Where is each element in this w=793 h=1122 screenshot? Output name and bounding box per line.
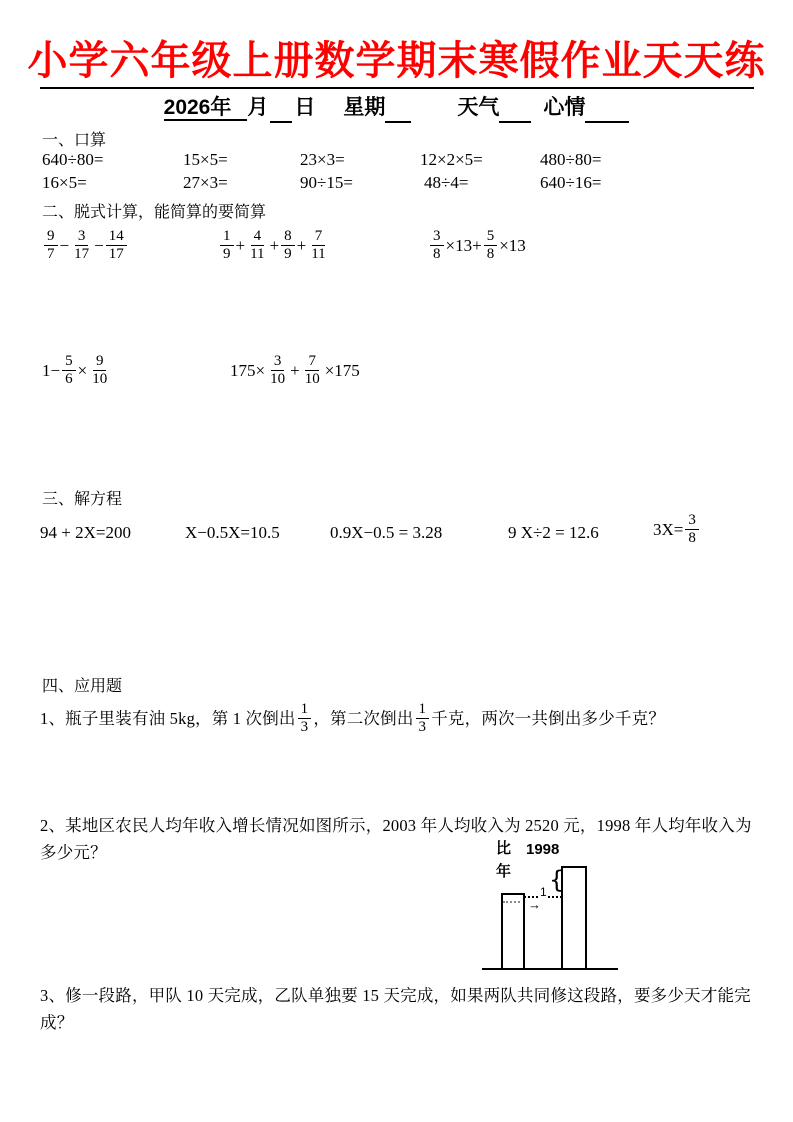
income-bar-diagram xyxy=(480,840,622,976)
oral-item: 640÷16= xyxy=(540,173,602,192)
arrow-right-icon: → xyxy=(528,897,541,912)
expr-text: − xyxy=(94,235,104,255)
fraction: $\frac{14}{17}$ xyxy=(106,228,127,263)
weather-blank xyxy=(499,101,531,123)
bar-2003 xyxy=(561,866,587,970)
stepcalc-expression-3 xyxy=(428,228,526,263)
expr-text: 94 + 2X=200 xyxy=(40,523,131,542)
date-day-label: 日 xyxy=(294,96,316,119)
stepcalc-expression-1 xyxy=(42,228,129,263)
oral-row-1 xyxy=(42,149,754,171)
fraction: $\frac{8}{9}$ xyxy=(281,228,295,263)
fraction: $\frac{3}{10}$ xyxy=(270,353,286,387)
oral-row-2 xyxy=(42,172,754,194)
oral-item: 12×2×5= xyxy=(420,150,483,169)
expr-text: + xyxy=(290,360,300,380)
equation-5 xyxy=(653,512,701,547)
expr-text: + xyxy=(296,235,307,255)
expr-text: ×175 xyxy=(324,360,360,380)
page-title: 小学六年级上册数学期末寒假作业天天练 xyxy=(27,39,766,83)
expr-text: 9 X÷2 = 12.6 xyxy=(508,523,599,542)
expr-text: 3X= xyxy=(653,519,684,539)
expr-text: 1、瓶子里装有油 5kg，第 1 次倒出 xyxy=(40,709,296,728)
fraction: $\frac{3}{8}$ xyxy=(685,512,699,547)
expr-text: − xyxy=(59,235,70,255)
expr-text: ×13+ xyxy=(445,235,482,255)
equation-2 xyxy=(185,523,280,543)
fraction: $\frac{1}{3}$ xyxy=(298,701,312,736)
oral-item: 27×3= xyxy=(183,173,228,192)
level-mark-label: 1 xyxy=(540,885,547,899)
date-year: 2026年 xyxy=(164,96,248,121)
figure-label-nian: 年 xyxy=(496,863,512,880)
fraction: $\frac{7}{11}$ xyxy=(311,228,326,262)
bar-1998 xyxy=(501,893,525,970)
fraction: $\frac{1}{9}$ xyxy=(220,228,234,263)
expr-text: 千克，两次一共倒出多少千克？ xyxy=(431,709,666,728)
oral-item: 16×5= xyxy=(42,173,87,192)
section-equations-heading: 三、解方程 xyxy=(42,491,123,508)
equation-4 xyxy=(508,523,599,543)
expr-text: X−0.5X=10.5 xyxy=(185,523,280,542)
fraction: $\frac{3}{8}$ xyxy=(430,228,444,263)
date-month-label: 月 xyxy=(247,96,269,119)
fraction: $\frac{4}{11}$ xyxy=(250,228,265,262)
fraction: $\frac{7}{10}$ xyxy=(304,353,320,387)
figure-label-1998: 1998 xyxy=(526,841,560,858)
expr-text: 175× xyxy=(230,360,266,380)
stepcalc-expression-2 xyxy=(218,228,331,263)
expr-text: ×13 xyxy=(499,235,526,255)
difference-brace-icon: { xyxy=(549,866,565,894)
weekday-blank xyxy=(385,101,411,123)
fraction: $\frac{5}{6}$ xyxy=(62,353,76,388)
word-problem-3: 3、修一段路，甲队 10 天完成，乙队单独要 15 天完成，如果两队共同修这段路，要多少天才能完成？ xyxy=(40,986,751,1032)
oral-item: 90÷15= xyxy=(300,173,353,192)
fraction: $\frac{1}{3}$ xyxy=(416,701,430,736)
mood-blank xyxy=(585,101,629,123)
oral-item: 480÷80= xyxy=(540,150,602,169)
expr-text: + xyxy=(269,235,280,255)
figure-label-bi: 比 xyxy=(496,840,512,857)
fraction: $\frac{9}{10}$ xyxy=(92,353,108,387)
oral-item: 48÷4= xyxy=(424,173,469,192)
section-oral-heading: 一、口算 xyxy=(42,132,107,149)
header-divider xyxy=(40,87,754,89)
equation-3 xyxy=(330,523,442,543)
oral-item: 15×5= xyxy=(183,150,228,169)
stepcalc-expression-4 xyxy=(42,353,112,388)
oral-item: 23×3= xyxy=(300,150,345,169)
expr-text: 1− xyxy=(42,360,61,380)
expr-text: ，第二次倒出 xyxy=(313,709,414,728)
fraction: $\frac{9}{7}$ xyxy=(44,228,58,263)
oral-item: 640÷80= xyxy=(42,150,104,169)
faint-annotation-marks xyxy=(503,896,520,903)
figure-baseline xyxy=(482,968,618,970)
fraction: $\frac{5}{8}$ xyxy=(484,228,498,263)
section-problems-heading: 四、应用题 xyxy=(42,678,123,695)
expr-text: 0.9X−0.5 = 3.28 xyxy=(330,523,443,542)
word-problem-2: 2、某地区农民人均年收入增长情况如图所示，2003 年人均收入为 2520 元，1998 年人均年收入为多少元？ xyxy=(40,816,752,862)
section-stepcalc-heading: 二、脱式计算，能简算的要简算 xyxy=(42,204,267,221)
expr-text: × xyxy=(77,360,88,380)
expr-text: + xyxy=(235,235,246,255)
date-day-blank xyxy=(270,101,292,123)
weather-label: 天气 xyxy=(457,96,500,119)
date-line xyxy=(0,94,793,123)
stepcalc-expression-5 xyxy=(230,353,360,388)
weekday-label: 星期 xyxy=(343,96,386,119)
word-problem-1 xyxy=(40,701,762,736)
mood-label: 心情 xyxy=(543,96,586,119)
fraction: $\frac{3}{17}$ xyxy=(74,228,90,262)
equation-1 xyxy=(40,523,131,543)
